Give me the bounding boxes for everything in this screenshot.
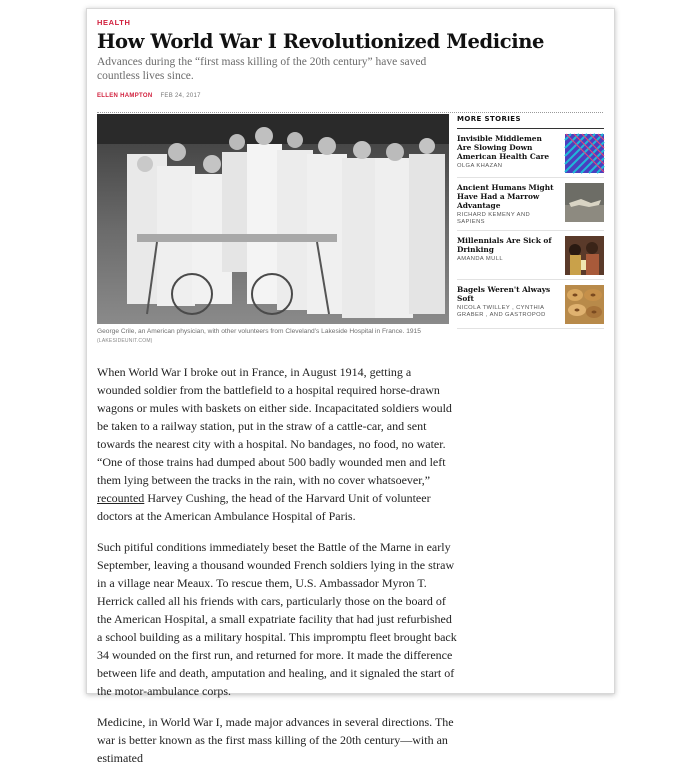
header-divider bbox=[97, 112, 603, 113]
photo-credit: (LAKESIDEUNIT.COM) bbox=[97, 338, 153, 344]
hero-photo bbox=[97, 114, 449, 324]
sidebar-title: MORE STORIES bbox=[457, 115, 604, 129]
story-title[interactable]: Bagels Weren't Always Soft bbox=[457, 285, 551, 303]
section-label[interactable]: HEALTH bbox=[97, 18, 131, 27]
story-thumbnail[interactable] bbox=[565, 236, 604, 275]
story-author[interactable]: NICOLA TWILLEY , CYNTHIA GRABER , AND GASTROPOD bbox=[457, 305, 546, 318]
story-thumbnail[interactable] bbox=[565, 285, 604, 324]
article-page bbox=[86, 8, 615, 765]
paragraph: Such pitiful conditions immediately beset the Battle of the Marne in early September, leaving a thousand wounded French soldiers lying in the straw in a village near Meaux. To rescue them, U.S. Ambassador Myron T. Herrick called all his friends with cars, particularly those on the board of the American Hospital, a small expatriate facility that had just refurbished a school building as a military hospital. This impromptu fleet brought back 34 wounded on the first run, and returned for more. It made the difference between life and death, amputation and healing, and it signaled the start of the motor-ambulance corps. bbox=[97, 540, 457, 698]
story-author[interactable]: RICHARD KEMENY AND SAPIENS bbox=[457, 212, 531, 225]
caption-text: George Crile, an American physician, with other volunteers from Cleveland’s Lakeside Hospital in France. 1915 bbox=[97, 328, 421, 335]
paragraph: Medicine, in World War I, made major advances in several directions. The war is better known as the first mass killing of the 20th century—with an estimated bbox=[97, 715, 454, 765]
article-dek: Advances during the “first mass killing of the 20th century” have saved countless lives since. bbox=[97, 56, 427, 82]
story-item[interactable] bbox=[457, 280, 604, 329]
paragraph-text: Harvey Cushing, the head of the Harvard Unit of volunteer doctors at the American Ambulance Hospital of Paris. bbox=[97, 491, 431, 523]
story-author[interactable]: AMANDA MULL bbox=[457, 256, 503, 262]
article-body bbox=[97, 363, 457, 780]
story-title[interactable]: Millennials Are Sick of Drinking bbox=[457, 236, 552, 254]
article-header bbox=[97, 18, 607, 99]
byline bbox=[97, 93, 607, 99]
author-link[interactable]: ELLEN HAMPTON bbox=[97, 93, 153, 99]
article-title: How World War I Revolutionized Medicine bbox=[97, 30, 544, 53]
story-title[interactable]: Invisible Middlemen Are Slowing Down American Health Care bbox=[457, 134, 550, 161]
story-item[interactable] bbox=[457, 231, 604, 280]
paragraph-text: When World War I broke out in France, in August 1914, getting a wounded soldier from the battlefield to a hospital required horse-drawn wagons or mules with baskets on either side. Incapacitated soldiers would be taken to a railway station, put in the straw of a cattle-car, and sent towards the nearest city with a hospital. No bandages, no food, no water. “One of those trains had dumped about 500 badly wounded men and left them lying between the tracks in the rain, with no cover whatsoever,” bbox=[97, 365, 452, 487]
story-thumbnail[interactable] bbox=[565, 134, 604, 173]
story-item[interactable] bbox=[457, 178, 604, 231]
recounted-link[interactable]: recounted bbox=[97, 491, 145, 505]
story-title[interactable]: Ancient Humans Might Have Had a Marrow Advantage bbox=[457, 183, 554, 210]
story-item[interactable] bbox=[457, 129, 604, 178]
publish-date: FEB 24, 2017 bbox=[160, 93, 201, 99]
paragraph bbox=[97, 363, 457, 525]
story-thumbnail[interactable] bbox=[565, 183, 604, 222]
photo-caption bbox=[97, 327, 449, 346]
more-stories-sidebar bbox=[457, 115, 604, 329]
story-author[interactable]: OLGA KHAZAN bbox=[457, 163, 503, 169]
